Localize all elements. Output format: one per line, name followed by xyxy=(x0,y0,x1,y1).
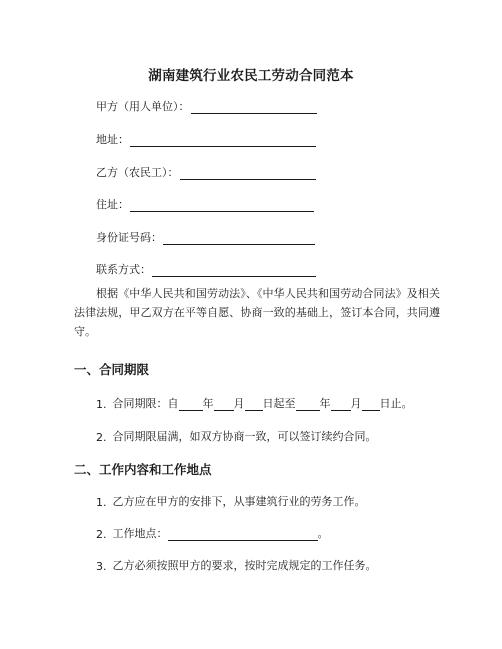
address-blank xyxy=(130,135,316,147)
item-suffix: 。 xyxy=(317,527,329,540)
item-text: 乙方必须按照甲方的要求，按时完成规定的工作任务。 xyxy=(112,559,377,572)
residence-blank xyxy=(130,200,314,212)
residence-label: 住址： xyxy=(96,198,129,211)
month-blank xyxy=(331,399,351,411)
contact-label: 联系方式： xyxy=(96,263,151,276)
item-number: 1. xyxy=(96,398,107,411)
section-2-heading: 二、工作内容和工作地点 xyxy=(74,462,212,477)
work-location-blank xyxy=(168,529,318,541)
party-b-label: 乙方（农民工）： xyxy=(96,166,179,179)
item-text: 月 xyxy=(233,397,245,410)
id-number-field xyxy=(96,229,315,245)
item-text: 合同期限届满，如双方协商一致，可以签订续约合同。 xyxy=(112,430,377,443)
item-text: 日起至 xyxy=(262,397,296,410)
section-2-item-2 xyxy=(96,525,329,541)
section-2-item-1 xyxy=(96,493,366,509)
intro-paragraph: 根据《中华人民共和国劳动法》、《中华人民共和国劳动合同法》及相关法律法规，甲乙双方在平等自愿、协商一致的基础上，签订本合同，共同遵守。 xyxy=(74,287,440,338)
party-b-blank xyxy=(180,168,316,180)
item-text: 年 xyxy=(202,397,214,410)
item-text: 年 xyxy=(319,397,331,410)
party-b-field xyxy=(96,164,316,180)
year-blank xyxy=(179,399,203,411)
section-1-item-1 xyxy=(96,395,413,411)
party-a-field xyxy=(96,98,317,114)
item-text: 月 xyxy=(350,397,362,410)
party-a-blank xyxy=(191,102,317,114)
item-number: 2. xyxy=(96,431,107,444)
item-number: 2. xyxy=(96,528,107,541)
party-a-label: 甲方（用人单位）： xyxy=(96,100,190,113)
contact-field xyxy=(96,261,316,277)
month-blank xyxy=(214,399,234,411)
day-blank xyxy=(362,399,380,411)
item-text: 乙方应在甲方的安排下，从事建筑行业的劳务工作。 xyxy=(112,495,366,508)
residence-field xyxy=(96,196,314,212)
day-blank xyxy=(245,399,263,411)
item-number: 1. xyxy=(96,496,107,509)
contact-blank xyxy=(152,265,316,277)
item-number: 3. xyxy=(96,560,107,573)
item-text: 日止。 xyxy=(379,397,413,410)
item-text: 合同期限：自 xyxy=(112,397,179,410)
section-2-item-3 xyxy=(96,557,377,573)
address-label: 地址： xyxy=(96,133,129,146)
section-1-item-2 xyxy=(96,428,377,444)
address-field xyxy=(96,131,316,147)
section-1-heading: 一、合同期限 xyxy=(74,362,150,377)
year-blank xyxy=(296,399,320,411)
id-number-blank xyxy=(163,233,315,245)
id-number-label: 身份证号码： xyxy=(96,231,162,244)
work-location-label: 工作地点： xyxy=(112,527,168,540)
document-title: 湖南建筑行业农民工劳动合同范本 xyxy=(148,68,354,84)
